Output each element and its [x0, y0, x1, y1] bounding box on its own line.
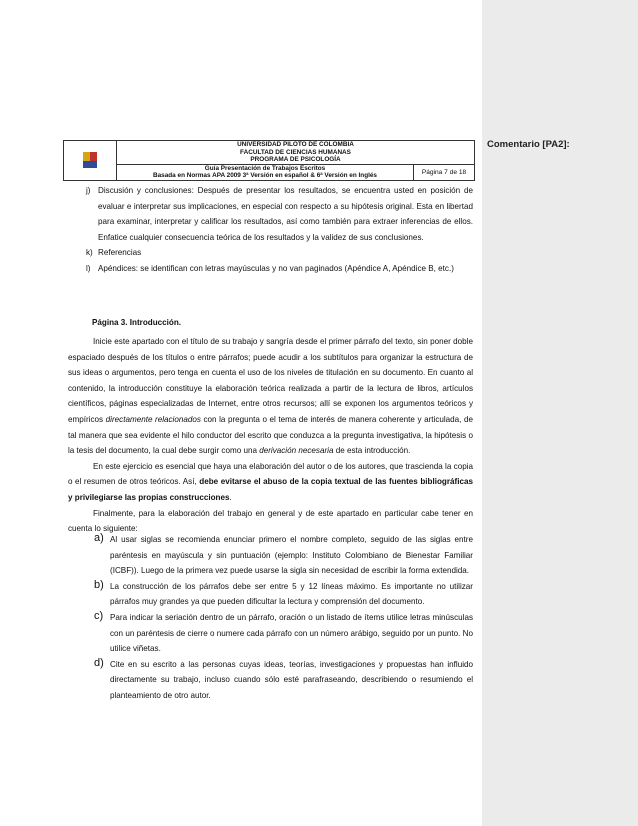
list-item [68, 245, 473, 261]
sub-list-marker: b) [94, 578, 104, 591]
header-guide-basis: Basada en Normas APA 2009 3ª Versión en español & 6ª Versión en Inglés [153, 172, 377, 180]
p1-italic-1: directamente relacionados [105, 414, 201, 424]
list-item [68, 183, 473, 245]
header-program: PROGRAMA DE PSICOLOGÍA [250, 156, 341, 164]
list-marker: j) [86, 186, 91, 195]
paragraph-3: Finalmente, para la elaboración del trabajo en general y de este apartado en particular cabe tener en cuenta lo siguiente: [68, 508, 473, 534]
sub-list-marker: d) [94, 656, 104, 669]
p1-text-1: Inicie este apartado con el título de su trabajo y sangría desde el primer párrafo del texto, sin poner doble espaciado después de los títulos o entre párrafos; puede acudir a los subtítulos para organizar la estructura de sus ideas o argumentos, pero tenga en cuenta el uso de los niveles de titulación en su documento. En cuanto al contenido, la introducción constituye la elaboración teórica realizada a partir de la lectura de libros, artículos científicos, páginas especializadas de Internet, entre otros recursos; allí se exponen los argumentos teóricos y empíricos [68, 337, 473, 424]
paragraph-1 [68, 334, 473, 459]
comment-sidebar [482, 0, 638, 826]
header-title [117, 141, 475, 165]
list-item-text: Referencias [98, 248, 142, 258]
sub-list-item-text: Para indicar la seriación dentro de un párrafo, oración o un listado de ítems utilice letras minúsculas con un paréntesis de cierre o numere cada párrafo con un número arábigo, seguido por un punto. No utilice viñetas. [110, 612, 473, 654]
header-guide-title: Guía Presentación de Trabajos Escritos [204, 164, 326, 172]
logo-cell [64, 141, 117, 181]
section-heading: Página 3. Introducción. [92, 318, 182, 327]
sub-list-marker: a) [94, 532, 104, 544]
header-faculty: FACULTAD DE CIENCIAS HUMANAS [240, 148, 351, 156]
header-guide [117, 164, 414, 180]
sub-list-item [68, 610, 473, 657]
list-item [68, 261, 473, 277]
list-marker: l) [86, 263, 91, 273]
p2-bold: debe evitarse el abuso de la copia textual de las fuentes bibliográficas y privilegiarse las propias construcciones [68, 477, 473, 502]
list-marker: k) [86, 248, 93, 258]
p1-italic-2: derivación necesaria [259, 446, 334, 456]
sub-list-item [68, 579, 473, 610]
university-logo-icon [83, 152, 97, 168]
p2-text-1: En este ejercicio es esencial que haya una elaboración del autor o de los autores, que trascienda la copia o el resumen de otros teóricos. Así, [68, 461, 473, 487]
header-page-number: Página 7 de 18 [414, 164, 475, 180]
main-list [68, 183, 473, 277]
paragraph-2 [68, 459, 473, 506]
list-item-text: Apéndices: se identifican con letras mayúsculas y no van paginados (Apéndice A, Apéndice B, etc.) [98, 263, 454, 273]
sub-list-item-text: Cite en su escrito a las personas cuyas ideas, teorías, investigaciones y propuestas han influido directamente su trabajo, incluso cuando sólo esté parafraseando, describiendo o resumiendo el planteamiento de otro autor. [110, 659, 473, 700]
sub-list-item-text: Al usar siglas se recomienda enunciar primero el nombre completo, seguido de las siglas entre paréntesis en mayúscula y sin puntuación (ejemplo: Instituto Colombiano de Bienestar Familiar (ICBF)). Luego de la primera vez puede usarse la sigla sin necesidad de escribir la forma extendida. [110, 535, 473, 576]
sub-list-marker: c) [94, 609, 104, 622]
list-item-text: Discusión y conclusiones: Después de presentar los resultados, se encuentra usted en posición de evaluar e interpretar sus implicaciones, en especial con respecto a su hipótesis original. Esta en libertad para examinar, interpretar y calificar los resultados, así como también para extraer inferencias de ellos. Enfatice cualquier consecuencia teórica de los resultados y la validez de sus conclusiones. [98, 186, 473, 242]
sub-list [68, 532, 473, 704]
p1-text-2: con la pregunta o el tema de interés de manera coherente y articulada, de tal manera que sea evidente el hilo conductor del escrito que conduzca a la pregunta investigativa, la hipótesis o la tesis del documento, la cual debe surgir como una [68, 414, 473, 456]
sub-list-item [68, 657, 473, 704]
sub-list-item-text: La construcción de los párrafos debe ser entre 5 y 12 líneas máximo. Es importante no utilizar párrafos muy grandes ya que pueden dificultar la lectura y comprensión del documento. [110, 581, 473, 607]
sub-list-item [68, 532, 473, 579]
document-header [63, 140, 475, 181]
header-university: UNIVERSIDAD PILOTO DE COLOMBIA [237, 141, 354, 148]
section-body [68, 334, 473, 537]
p2-text-2: . [229, 492, 232, 502]
p1-text-3: de esta introducción. [333, 446, 411, 456]
comment-label[interactable]: Comentario [PA2]: [487, 139, 570, 150]
